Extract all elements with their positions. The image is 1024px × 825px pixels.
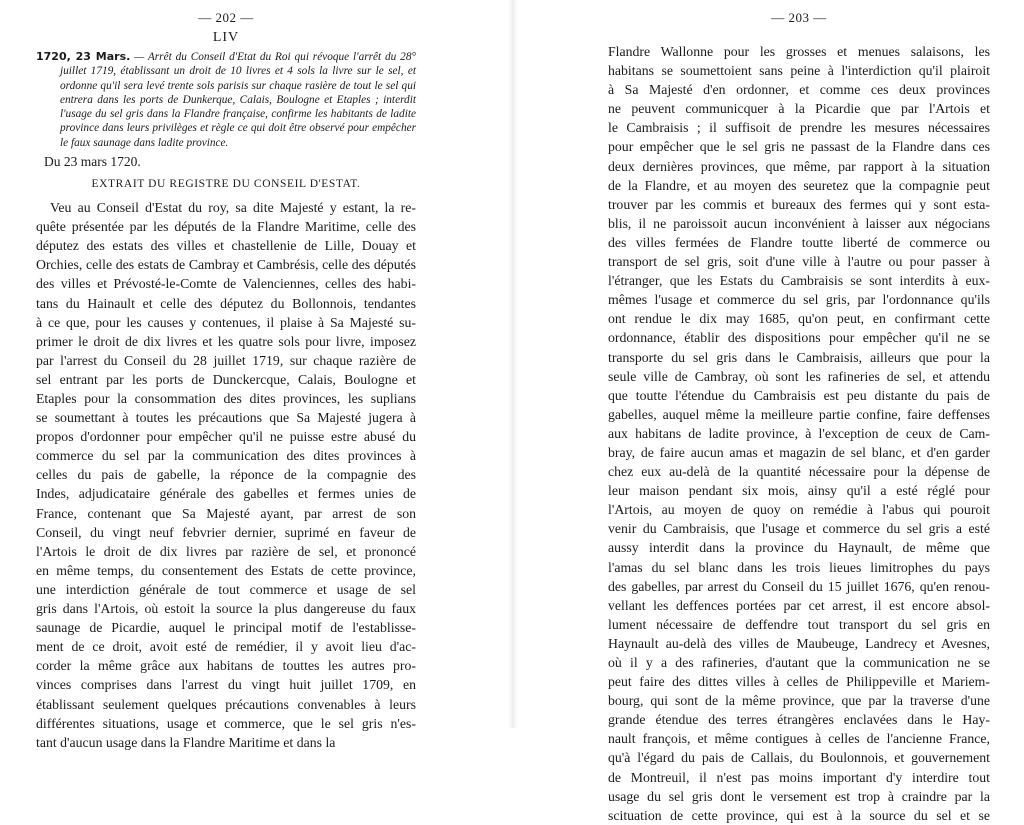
text-line: à Sa Majesté d'en ordonner, et comme ces deux provinces bbox=[608, 82, 990, 98]
page-number-left: — 202 — bbox=[198, 10, 254, 25]
text-line: usage du sel gris dont le versement est trop à craindre par la bbox=[608, 788, 990, 804]
text-line: à ce que, pour les causes y contenues, il plaise à Sa Majesté su- bbox=[36, 314, 416, 330]
text-line: se soumettant à toutes les précautions que Sa Majesté jugera à bbox=[36, 410, 416, 426]
text-line: de la Flandre, et au moyen des seuretez que la compagnie peut bbox=[608, 177, 990, 193]
right-body-text bbox=[608, 42, 990, 825]
text-line: ordonnance, établir des dispositions pour empêcher qu'il ne se bbox=[608, 330, 990, 346]
chapter-heading: LIV bbox=[212, 30, 240, 45]
text-line: le Cambraisis ; il suffisoit de prendre les mesures nécessaires bbox=[608, 120, 990, 136]
text-line: primer le droit de dix livres et les quatre sols pour livre, imposez bbox=[36, 333, 416, 349]
text-line: seule ville de Cambray, où sont les rafineries de sel, et attendu bbox=[608, 368, 990, 384]
text-line: établissant seulement quelques précautions convenables à leurs bbox=[36, 696, 416, 712]
text-line: scituation de cette province, qui est à la source du sel et se bbox=[608, 807, 990, 823]
text-line: ne peuvent communicquer à la Picardie que par l'Artois et bbox=[608, 101, 990, 117]
text-line: l'Artois, au moyen de quoy on remédie à l'abus qui pouroit bbox=[608, 502, 990, 518]
text-line: des villes fermées de Flandre toutte liberté de commerce ou bbox=[608, 234, 990, 250]
text-line: habitans se soumettoient sans peine à l'interdiction qu'il plairoit bbox=[608, 63, 990, 79]
text-line: des villes et Prévosté-le-Comte de Valenciennes, celles des habi- bbox=[36, 276, 416, 292]
text-line: où il y a des rafineries, d'autant que la communication ne se bbox=[608, 655, 990, 670]
text-line: Haynault au-delà des villes de Maubeuge, Landrecy et Avesnes, bbox=[608, 635, 990, 651]
text-line: Etaples pour la consommation des dites provinces, les suplians bbox=[36, 391, 416, 407]
right-page bbox=[512, 0, 1024, 823]
text-line: chez eux au-delà de la quantité nécessaire pour la dépense de bbox=[608, 464, 990, 480]
text-line: vinces comprises dans l'arrest du vingt huit juillet 1709, en bbox=[36, 677, 416, 693]
text-line: une interdiction générale de tout commerce et usage de sel bbox=[36, 581, 416, 597]
text-line: l'amas du sel blanc dans les trois lieues limitrophes du pays bbox=[608, 559, 990, 575]
text-line: nault françois, et même contigues à celles de l'ancienne France, bbox=[608, 731, 990, 747]
left-page bbox=[0, 0, 512, 750]
section-heading: EXTRAIT DU REGISTRE DU CONSEIL D'ESTAT. bbox=[91, 178, 361, 191]
text-line: Veu au Conseil d'Estat du roy, sa dite Majesté y estant, la re- bbox=[50, 200, 416, 216]
left-body-text bbox=[36, 198, 416, 752]
text-line: sel entrant par les ports de Dunckercque, Calais, Boulogne et bbox=[36, 371, 416, 387]
act-summary bbox=[36, 50, 416, 150]
text-line: par l'arrest du Conseil du 28 juillet 1719, sur chaque razière de bbox=[36, 352, 416, 368]
text-line: transporte du sel gris dans le Cambraisis, ailleurs que pour la bbox=[608, 349, 990, 365]
text-line: quête présentée par les députés de la Flandre Maritime, celle des bbox=[36, 219, 416, 235]
text-line: Conseil, du vingt neuf febvrier dernier, suprimé en faveur de bbox=[36, 524, 416, 540]
text-line: bray, de faire aucun amas et magazin de sel blanc, et d'en garder bbox=[608, 444, 990, 460]
text-line: gris dans l'Artois, où estoit la source la plus dangereuse du faux bbox=[36, 601, 416, 617]
text-line: Flandre Wallonne pour les grosses et menues salaisons, les bbox=[608, 44, 990, 59]
text-line: propos d'ordonner pour empêcher qu'il ne puisse estre abusé du bbox=[36, 429, 416, 445]
text-line: l'étranger, que les Estats du Cambraisis se sont interdits à eux- bbox=[608, 273, 990, 289]
text-line: transport de sel gris, soit d'une ville à l'autre ou pour passer à bbox=[608, 254, 990, 270]
text-line: aussy interdit dans la province du Haynault, de même que bbox=[608, 540, 990, 556]
text-line: celles du pais de gabelle, la réponce de la compagnie des bbox=[36, 467, 416, 483]
text-line: députez des estats des villes et chastellenie de Lille, Douay et bbox=[36, 238, 416, 254]
text-line: des gabelles, par arrest du Conseil du 15 juillet 1676, qu'en renou- bbox=[608, 578, 990, 594]
text-line: leur maison pendant six mois, ainsy qu'il a esté réglé pour bbox=[608, 483, 990, 499]
text-line: Indes, adjudicataire générale des gabelles et fermes unies de bbox=[36, 486, 416, 502]
text-line: vellant les deffences portées par cet arrest, il est encore absol- bbox=[608, 597, 990, 613]
text-line: France, contenant que Sa Majesté ayant, par arrest de son bbox=[36, 505, 416, 521]
text-line: peut faire des dittes villes à celles de Philippeville et Mariem- bbox=[608, 674, 990, 690]
text-line: grande étendue des terres étrangères enclavées dans le Hay- bbox=[608, 712, 990, 728]
text-line: trouver par les commis et bureaux des fermes qui y sont esta- bbox=[608, 196, 990, 212]
summary-text: — Arrêt du Conseil d'Etat du Roi qui révoque l'arrêt du 28° juillet 1719, établissant un droit de 10 livres et 4 sols la livre sur le sel, et ordonne qu'il sera levé trente sols parisis sur chaque rasière de tout le sel qui entrera dans les ports de Dunkerque, Calais, Boulogne et Etaples ; interdit l'usage du sel gris dans la Flandre française, confirme les habitants de ladite province dans leurs privilèges et règle ce qui doit être observé pour empêcher le faux saunage dans ladite province. bbox=[60, 51, 416, 149]
text-line: qu'à l'égard du pais de Callais, du Boulonnois, et gouvernement bbox=[608, 750, 990, 766]
dateline: Du 23 mars 1720. bbox=[44, 154, 141, 170]
text-line: saunage de Picardie, auquel le principal motif de l'establisse- bbox=[36, 620, 416, 636]
text-line: que toutte l'étendue du Cambraisis est peu distante du pais de bbox=[608, 387, 990, 403]
text-line: ment de ce droit, avoit esté de remédier, il y avoit lieu d'ac- bbox=[36, 639, 416, 655]
text-line: venir du Cambraisis, que l'usage et commerce du sel gris a esté bbox=[608, 521, 990, 537]
text-line: aux habitans de ladite province, à l'exception de ceux de Cam- bbox=[608, 425, 990, 441]
text-line: Orchies, celle des estats de Cambray et Cambrésis, celle des députés bbox=[36, 257, 416, 273]
text-line: gabelles, auquel même la meilleure partie confine, faire deffenses bbox=[608, 406, 990, 422]
text-line: pour empêcher que le sel gris ne passast de la Flandre dans ces bbox=[608, 139, 990, 155]
text-line: tant d'aucun usage dans la Flandre Maritime et dans la bbox=[36, 734, 336, 750]
text-line: commerce du sel par la communication des dites provinces à bbox=[36, 448, 416, 464]
text-line: deux dernières provinces, que même, par rapport à la situation bbox=[608, 158, 990, 174]
text-line: l'Artois le droit de dix livres par razière de sel, et prononcé bbox=[36, 543, 416, 559]
text-line: en même temps, du consentement des Estats de cette province, bbox=[36, 562, 416, 578]
page-number-right: — 203 — bbox=[771, 10, 827, 25]
text-line: corder la même grâce aux habitans de touttes les autres pro- bbox=[36, 658, 416, 674]
text-line: lument nécessaire de deffendre tout transport du sel gris en bbox=[608, 616, 990, 632]
text-line: blis, il ne paroissoit aucun inconvénient à laisser aux négocians bbox=[608, 215, 990, 231]
summary-date: 1720, 23 Mars. bbox=[36, 50, 131, 63]
text-line: bourg, qui sont de la même province, que par la traverse d'une bbox=[608, 693, 990, 709]
text-line: ont rendue le dix may 1685, qu'on peut, en confirmant cette bbox=[608, 311, 990, 327]
text-line: mêmes l'usage et commerce du sel gris, par l'ordonnance qu'ils bbox=[608, 292, 990, 308]
text-line: tans du Hainault et celle des députez du Bollonnois, tendantes bbox=[36, 295, 416, 311]
text-line: de Montreuil, il n'est pas moins important d'y interdire tout bbox=[608, 769, 990, 785]
text-line: différentes situations, usage et commerce, que le sel gris n'es- bbox=[36, 715, 416, 731]
